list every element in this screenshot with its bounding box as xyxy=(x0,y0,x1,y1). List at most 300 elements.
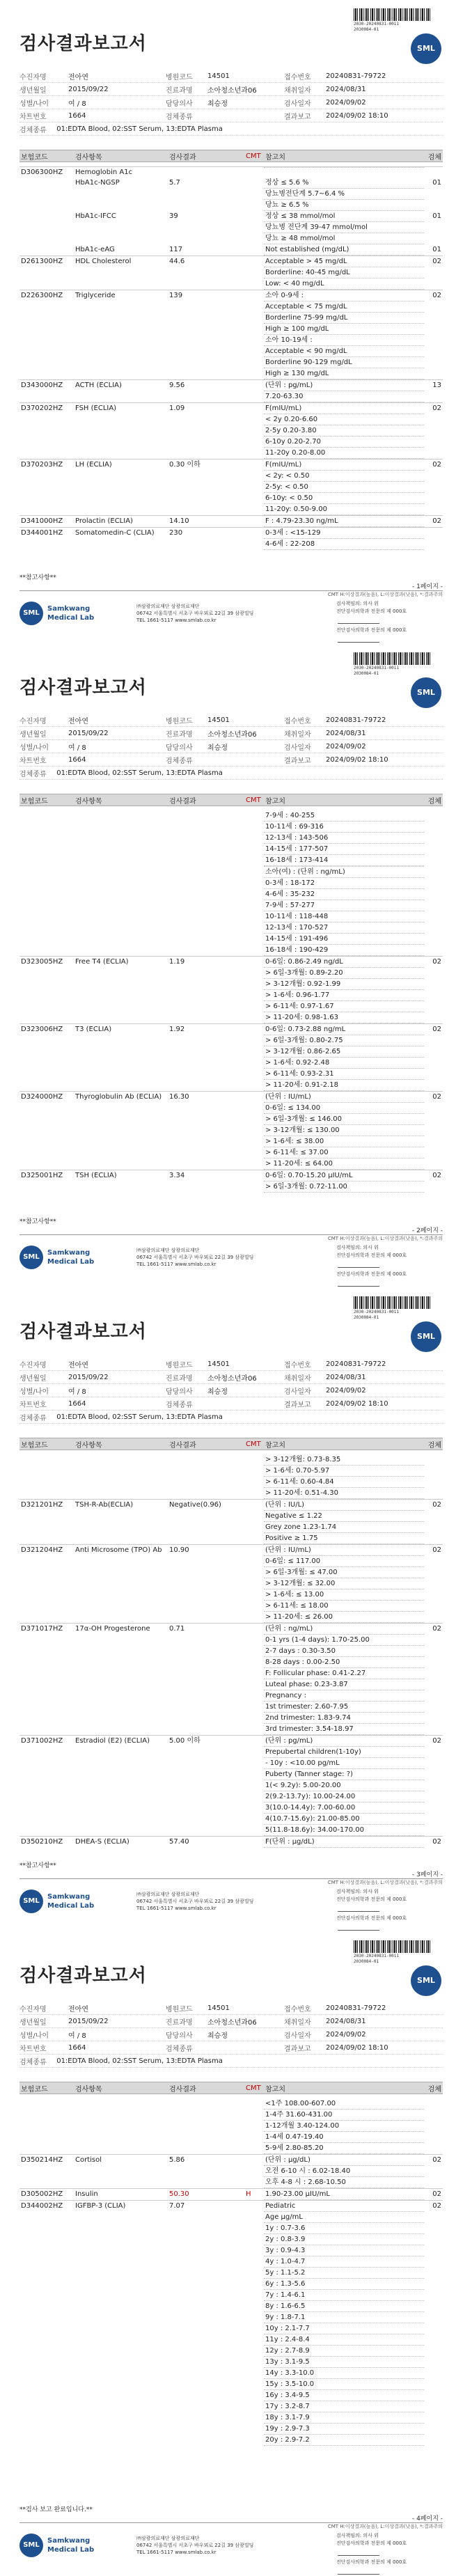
table-cell: D341000HZ xyxy=(21,517,63,525)
footnote: **검사 보고 완료입니다.** xyxy=(19,2506,93,2513)
table-cell: < 2y 0.20-6.60 xyxy=(264,414,424,425)
table-cell: 소아 10-19세 : xyxy=(264,335,424,346)
signature-text: 진단검사의학과 전문의 제 000호 xyxy=(336,1252,407,1258)
table-row xyxy=(19,1690,443,1702)
info-value: 20240831-79722 xyxy=(326,1360,386,1368)
patient-info-row xyxy=(19,1358,443,1371)
table-row xyxy=(19,1069,443,1080)
table-row xyxy=(19,1713,443,1724)
info-value: 여 / 8 xyxy=(68,100,86,108)
table-cell: 0-6일: ≤ 134.00 xyxy=(264,1103,424,1114)
table-row xyxy=(19,2312,443,2323)
table-row xyxy=(19,1668,443,1679)
table-cell: 9.56 xyxy=(169,382,185,389)
page-number: - 4페이지 - xyxy=(411,2515,443,2522)
table-row xyxy=(19,956,443,968)
lab-name-line1: Samkwang xyxy=(47,2537,91,2545)
table-cell: Borderline: 40-45 mg/dL xyxy=(264,267,424,278)
table-cell: Cortisol xyxy=(75,2156,102,2164)
table-row xyxy=(19,2110,443,2121)
table-cell: D324000HZ xyxy=(21,1093,63,1101)
patient-info-row xyxy=(19,727,443,740)
table-cell: 44.6 xyxy=(169,258,185,265)
barcode-image xyxy=(354,1940,430,1953)
table-row xyxy=(19,2379,443,2390)
table-row xyxy=(19,379,443,391)
table-row xyxy=(19,2368,443,2379)
column-header: CMT xyxy=(246,796,261,804)
table-cell: > 6-11세: 0.93-2.31 xyxy=(264,1069,424,1080)
table-cell: 1(< 9.2y): 5.00-20.00 xyxy=(264,1780,424,1791)
address-line: 06742 서울특별시 서초구 바우뫼로 22길 39 삼광빌딩 xyxy=(136,1255,254,1260)
info-value: 전아연 xyxy=(68,717,88,725)
patient-info-row xyxy=(19,70,443,83)
table-row xyxy=(19,290,443,301)
table-row xyxy=(19,471,443,482)
table-row xyxy=(19,1058,443,1069)
report-footer xyxy=(19,2503,443,2565)
lab-logo-icon: SML xyxy=(411,33,441,64)
info-label: 성별/나이 xyxy=(19,744,49,752)
table-row xyxy=(19,945,443,956)
signature-line xyxy=(336,627,441,644)
table-cell: 오전 6-10 시 : 6.02-18.40 xyxy=(264,2166,424,2177)
info-value: 2024/08/31 xyxy=(326,85,366,93)
info-value: 1664 xyxy=(68,111,86,120)
table-cell: 0.30 이하 xyxy=(169,461,201,469)
table-cell: 02 xyxy=(432,958,441,966)
table-row xyxy=(19,357,443,368)
column-header: 검사결과 xyxy=(169,2085,196,2094)
table-row xyxy=(19,2256,443,2268)
signature-line: 검사책임의: 의사 위 xyxy=(336,1889,379,1894)
signature-line xyxy=(336,1252,441,1271)
table-cell: 10-11세 : 69-316 xyxy=(264,822,424,833)
lab-name xyxy=(47,2536,94,2554)
table-cell: HDL Cholesterol xyxy=(75,258,132,265)
table-cell: HbA1c-eAG xyxy=(75,246,115,253)
table-cell: Pediatric xyxy=(264,2201,424,2212)
info-label: 채취일자 xyxy=(284,1374,311,1383)
table-cell: 당뇨병 전단계 39-47 mmol/mol xyxy=(264,222,424,233)
signature-mark xyxy=(338,1922,382,1931)
info-value: 소아청소년과06 xyxy=(207,730,257,739)
table-cell: Thyroglobulin Ab (ECLIA) xyxy=(75,1093,162,1101)
table-cell: 12-13세 : 170-527 xyxy=(264,922,424,934)
info-label: 검사일자 xyxy=(284,1388,311,1396)
column-header: CMT xyxy=(246,1440,261,1448)
footnote: **참고사항** xyxy=(19,1862,56,1869)
info-label: 담당의사 xyxy=(166,1388,193,1396)
table-cell: Prepubertal children(1-10y) xyxy=(264,1747,424,1758)
table-cell: 1.90-23.00 μIU/mL xyxy=(264,2189,424,2200)
address-line: 06742 서울특별시 서초구 바우뫼로 22길 39 삼광빌딩 xyxy=(136,2543,254,2548)
table-row xyxy=(19,2435,443,2446)
table-row xyxy=(19,166,443,178)
table-cell: 01 xyxy=(432,246,441,253)
table-row xyxy=(19,1589,443,1601)
table-cell: 6-10y: < 0.50 xyxy=(264,493,424,504)
table-cell: 2-5y: < 0.50 xyxy=(264,482,424,493)
table-cell: 0-1 yrs (1-4 days): 1.70-25.00 xyxy=(264,1635,424,1646)
table-cell: 02 xyxy=(432,1737,441,1745)
table-cell: 2nd trimester: 1.83-9.74 xyxy=(264,1713,424,1724)
barcode-image xyxy=(354,8,430,21)
footer-logo xyxy=(19,1246,96,1269)
table-cell: F(mIU/mL) xyxy=(264,403,424,414)
info-label: 검체종류 xyxy=(19,126,47,134)
table-row xyxy=(19,313,443,324)
signature-line: 검사책임의: 의사 위 xyxy=(336,1245,379,1250)
report-page xyxy=(0,644,456,1288)
column-header: 검사항목 xyxy=(75,153,102,162)
table-cell: D370203HZ xyxy=(21,461,63,469)
table-cell: (단위 : μg/dL) xyxy=(264,2155,424,2166)
table-cell: 당뇨 ≥ 6.5 % xyxy=(264,200,424,211)
table-row xyxy=(19,1825,443,1836)
table-row xyxy=(19,346,443,357)
info-value: 전아연 xyxy=(68,1361,88,1369)
table-cell: H xyxy=(246,2190,251,2198)
lab-name-line2: Medical Lab xyxy=(47,614,95,622)
table-cell: 소아(여) : (단위 : ng/mL) xyxy=(264,867,424,878)
info-label: 접수번호 xyxy=(284,73,311,81)
table-cell: D350214HZ xyxy=(21,2156,63,2164)
patient-info-row xyxy=(19,740,443,753)
info-label: 결과보고 xyxy=(284,1401,311,1409)
table-row xyxy=(19,2301,443,2312)
report-page xyxy=(0,0,456,644)
info-value: 1664 xyxy=(68,1399,86,1408)
table-cell: 17α-OH Progesterone xyxy=(75,1625,150,1633)
table-row xyxy=(19,2234,443,2245)
table-row xyxy=(19,402,443,414)
table-header xyxy=(19,794,443,806)
table-cell: > 6일-3개월: 0.80-2.75 xyxy=(264,1035,424,1046)
info-value: 01:EDTA Blood, 02:SST Serum, 13:EDTA Plasma xyxy=(56,125,223,133)
info-value: 최승정 xyxy=(207,1388,228,1396)
info-label: 진료과명 xyxy=(166,730,193,739)
table-row xyxy=(19,855,443,866)
info-label: 차트번호 xyxy=(19,757,47,765)
table-cell: 10y : 2.1-7.7 xyxy=(264,2323,424,2334)
table-cell: D306300HZ xyxy=(21,168,63,176)
table-row xyxy=(19,900,443,911)
table-cell: 02 xyxy=(432,2202,441,2210)
info-value: 1664 xyxy=(68,2043,86,2052)
table-cell: Grey zone 1.23-1.74 xyxy=(264,1522,424,1533)
table-cell: Insulin xyxy=(75,2190,98,2198)
info-value: 2024/09/02 18:10 xyxy=(326,755,388,764)
table-row xyxy=(19,1466,443,1477)
table-cell: > 6-11세: ≤ 18.00 xyxy=(264,1601,424,1612)
table-row xyxy=(19,527,443,539)
info-label: 검체종류 xyxy=(166,2045,193,2053)
table-cell: 5-9세 2.80-85.20 xyxy=(264,2143,424,2154)
signature-mark xyxy=(338,1278,382,1287)
info-value: 2024/09/02 xyxy=(326,2030,366,2039)
table-cell: Acceptable < 90 mg/dL xyxy=(264,346,424,357)
table-row xyxy=(19,2268,443,2279)
info-value: 01:EDTA Blood, 02:SST Serum, 13:EDTA Plasma xyxy=(56,2057,223,2065)
column-header: 참고치 xyxy=(265,797,285,806)
table-cell: 14y : 3.3-10.0 xyxy=(264,2368,424,2379)
table-cell: 8-28 days : 0.00-2.50 xyxy=(264,1657,424,1668)
info-value: 최승정 xyxy=(207,100,228,108)
address-line: TEL 1661-5117 www.smlab.co.kr xyxy=(136,618,217,623)
table-row xyxy=(19,233,443,244)
info-value: 여 / 8 xyxy=(68,744,86,752)
table-row xyxy=(19,1679,443,1690)
table-cell: 소아 0-9세 : xyxy=(264,290,424,301)
sml-logo-icon: SML xyxy=(19,2534,43,2557)
column-header: 검사결과 xyxy=(169,797,196,806)
patient-info-row xyxy=(19,2041,443,2055)
table-cell: 정상 ≤ 5.6 % xyxy=(264,178,424,189)
table-cell: 7.20-63.30 xyxy=(264,391,424,402)
table-row xyxy=(19,990,443,1001)
table-row xyxy=(19,278,443,290)
lab-name-line2: Medical Lab xyxy=(47,2546,95,2554)
barcode-text: 2030-20240831-0011 2030084-01 xyxy=(354,22,400,32)
lab-address xyxy=(136,2535,297,2556)
table-cell: D370202HZ xyxy=(21,405,63,412)
lab-name-line1: Samkwang xyxy=(47,605,91,613)
info-value: 14501 xyxy=(207,2004,230,2012)
table-cell: Negative(0.96) xyxy=(169,1501,221,1509)
signature-line xyxy=(336,2540,441,2559)
info-value: 전아연 xyxy=(68,73,88,81)
table-row xyxy=(19,301,443,313)
table-row xyxy=(19,2390,443,2401)
signature-line xyxy=(336,1915,441,1932)
table-row xyxy=(19,1454,443,1466)
table-cell: 02 xyxy=(432,1625,441,1633)
signature-line xyxy=(336,1271,441,1288)
table-cell: F: Follicular phase: 0.41-2.27 xyxy=(264,1668,424,1679)
footer-logo xyxy=(19,602,96,625)
table-cell: 117 xyxy=(169,246,183,253)
table-row xyxy=(19,2177,443,2188)
patient-info-row xyxy=(19,96,443,109)
table-cell: 02 xyxy=(432,1546,441,1554)
footnote: **참고사항** xyxy=(19,574,56,581)
table-cell: 1.92 xyxy=(169,1026,185,1033)
signature-line xyxy=(336,1896,441,1915)
table-cell: Anti Microsome (TPO) Ab xyxy=(75,1546,162,1554)
info-label: 채취일자 xyxy=(284,86,311,95)
signature-line xyxy=(336,2559,441,2576)
table-row xyxy=(19,178,443,189)
table-row xyxy=(19,1567,443,1578)
table-row xyxy=(19,437,443,448)
column-header: 보험코드 xyxy=(21,2085,48,2094)
table-row xyxy=(19,504,443,515)
info-value: 2015/09/22 xyxy=(68,729,109,737)
table-cell: 4-6세 : 22-208 xyxy=(264,539,424,550)
signature-block xyxy=(336,1888,441,1932)
info-value: 2015/09/22 xyxy=(68,1373,109,1381)
lab-logo-icon: SML xyxy=(411,1321,441,1352)
info-value: 최승정 xyxy=(207,2032,228,2040)
table-cell: > 11-20세: 0.91-2.18 xyxy=(264,1080,424,1091)
signature-mark xyxy=(338,1259,382,1268)
patient-info xyxy=(19,1358,443,1424)
table-cell: D321201HZ xyxy=(21,1501,63,1509)
lab-name-line2: Medical Lab xyxy=(47,1258,95,1266)
table-cell: > 3-12개월: 0.92-1.99 xyxy=(264,979,424,990)
table-row xyxy=(19,1769,443,1780)
table-row xyxy=(19,2143,443,2154)
table-row xyxy=(19,911,443,922)
column-header: 검체 xyxy=(427,2085,441,2094)
column-header: 참고치 xyxy=(265,153,285,162)
signature-block xyxy=(336,600,441,644)
patient-info-row xyxy=(19,109,443,123)
info-label: 수진자명 xyxy=(19,717,47,725)
info-label: 검체종류 xyxy=(19,770,47,778)
info-value: 2024/08/31 xyxy=(326,729,366,737)
table-cell: 230 xyxy=(169,529,183,537)
table-cell: 11-20y: 0.50-9.00 xyxy=(264,504,424,515)
cmt-legend: CMT H:이상결과(높음), L:이상결과(낮음), *:결과주의 xyxy=(327,592,443,597)
table-row xyxy=(19,448,443,459)
table-row xyxy=(19,2188,443,2200)
column-header: 검사결과 xyxy=(169,1441,196,1450)
info-label: 생년월일 xyxy=(19,2018,47,2027)
table-cell: > 6-11세: ≤ 37.00 xyxy=(264,1147,424,1159)
lab-name xyxy=(47,604,94,622)
table-cell: 5.7 xyxy=(169,179,180,187)
table-cell: 02 xyxy=(432,292,441,299)
table-cell: (단위 : IU/mL) xyxy=(264,1092,424,1103)
table-row xyxy=(19,1646,443,1657)
table-cell: 02 xyxy=(432,517,441,525)
report-title: 검사결과보고서 xyxy=(19,1321,147,1342)
info-label: 담당의사 xyxy=(166,744,193,752)
info-label: 성별/나이 xyxy=(19,1388,49,1396)
table-cell: 1st trimester: 2.60-7.95 xyxy=(264,1702,424,1713)
table-row xyxy=(19,368,443,379)
table-row xyxy=(19,1488,443,1499)
table-cell: 15y : 3.5-10.0 xyxy=(264,2379,424,2390)
lab-name xyxy=(47,1248,94,1266)
table-cell: D325001HZ xyxy=(21,1172,63,1179)
report-title: 검사결과보고서 xyxy=(19,1965,147,1986)
table-cell: D261300HZ xyxy=(21,258,63,265)
sml-logo-icon: SML xyxy=(19,602,43,625)
signature-block xyxy=(336,1244,441,1288)
signature-line: 검사책임의: 의사 위 xyxy=(336,2533,379,2538)
table-cell: 01 xyxy=(432,179,441,187)
report-title: 검사결과보고서 xyxy=(19,677,147,698)
table-row xyxy=(19,2200,443,2212)
table-cell: Not established (mg/dL) xyxy=(264,244,424,256)
table-cell: 13y : 3.1-9.5 xyxy=(264,2357,424,2368)
info-value: 여 / 8 xyxy=(68,2032,86,2040)
table-cell: 1-12개월 3.40-124.00 xyxy=(264,2121,424,2132)
table-cell: 2(9.2-13.7y): 10.00-24.00 xyxy=(264,1791,424,1803)
table-cell: 10-11세 : 118-448 xyxy=(264,911,424,922)
results-table xyxy=(19,1438,443,1848)
table-cell: > 3-12개월: ≤ 130.00 xyxy=(264,1125,424,1136)
info-label: 성별/나이 xyxy=(19,100,49,108)
table-row xyxy=(19,391,443,402)
page-number: - 3페이지 - xyxy=(411,1871,443,1878)
table-cell: 2y : 0.8-3.9 xyxy=(264,2234,424,2245)
table-row xyxy=(19,2245,443,2256)
table-cell: F : 4.79-23.30 ng/mL xyxy=(264,516,424,527)
info-label: 결과보고 xyxy=(284,2045,311,2053)
info-label: 병원코드 xyxy=(166,1361,193,1369)
table-cell: 3(10.0-14.4y): 7.00-60.00 xyxy=(264,1803,424,1814)
signature-mark xyxy=(338,615,382,624)
table-row xyxy=(19,1544,443,1556)
sml-logo-icon: SML xyxy=(19,1890,43,1913)
info-label: 검체종류 xyxy=(166,1401,193,1409)
info-label: 생년월일 xyxy=(19,86,47,95)
table-cell: 0-6일: 0.70-15.20 μIU/mL xyxy=(264,1170,424,1181)
table-cell: 02 xyxy=(432,1838,441,1846)
table-cell: - 10y : <10.00 pg/mL xyxy=(264,1758,424,1769)
address-line: ㈜삼광의료재단 삼광의료재단 xyxy=(136,1248,200,1253)
results-table xyxy=(19,2082,443,2446)
table-cell: > 6일-3개월: 0.89-2.20 xyxy=(264,968,424,979)
table-row xyxy=(19,1657,443,1668)
table-cell: > 11-20세: 0.98-1.63 xyxy=(264,1012,424,1023)
info-label: 수진자명 xyxy=(19,1361,47,1369)
table-row xyxy=(19,1635,443,1646)
table-cell: > 1-6세: ≤ 13.00 xyxy=(264,1589,424,1601)
barcode-image xyxy=(354,1296,430,1309)
table-cell: D371002HZ xyxy=(21,1737,63,1745)
table-row xyxy=(19,1747,443,1758)
column-header: 보험코드 xyxy=(21,797,48,806)
table-cell: 6-10y 0.20-2.70 xyxy=(264,437,424,448)
signature-text: 진단검사의학과 전문의 제 000호 xyxy=(336,608,407,614)
table-cell: 5(11.8-18.6y): 34.00-170.00 xyxy=(264,1825,424,1836)
lab-logo-icon: SML xyxy=(411,677,441,708)
table-cell: F(mIU/mL) xyxy=(264,460,424,471)
table-cell: (단위 : IU/L) xyxy=(264,1500,424,1511)
table-row xyxy=(19,2098,443,2110)
table-row xyxy=(19,1612,443,1623)
table-cell: Negative ≤ 1.22 xyxy=(264,1511,424,1522)
table-cell xyxy=(264,167,424,168)
table-cell: 10.90 xyxy=(169,1546,189,1554)
address-line: 06742 서울특별시 서초구 바우뫼로 22길 39 삼광빌딩 xyxy=(136,1899,254,1904)
table-row xyxy=(19,1780,443,1791)
table-row xyxy=(19,267,443,278)
table-cell: 0-6일: ≤ 117.00 xyxy=(264,1556,424,1567)
table-cell: Triglyceride xyxy=(75,292,116,299)
table-row xyxy=(19,1623,443,1635)
table-cell: High ≥ 130 mg/dL xyxy=(264,368,424,379)
table-row xyxy=(19,968,443,979)
table-cell: IGFBP-3 (CLIA) xyxy=(75,2202,126,2210)
table-cell: 57.40 xyxy=(169,1838,189,1846)
table-row xyxy=(19,1724,443,1735)
table-cell: 02 xyxy=(432,1093,441,1101)
table-cell: LH (ECLIA) xyxy=(75,461,112,469)
info-label: 차트번호 xyxy=(19,1401,47,1409)
address-line: TEL 1661-5117 www.smlab.co.kr xyxy=(136,2550,217,2555)
info-label: 진료과명 xyxy=(166,2018,193,2027)
table-cell: > 6일-3개월: ≤ 146.00 xyxy=(264,1114,424,1125)
table-cell: > 11-20세: 0.51-4.30 xyxy=(264,1488,424,1499)
table-row xyxy=(19,1499,443,1511)
table-row xyxy=(19,1735,443,1747)
